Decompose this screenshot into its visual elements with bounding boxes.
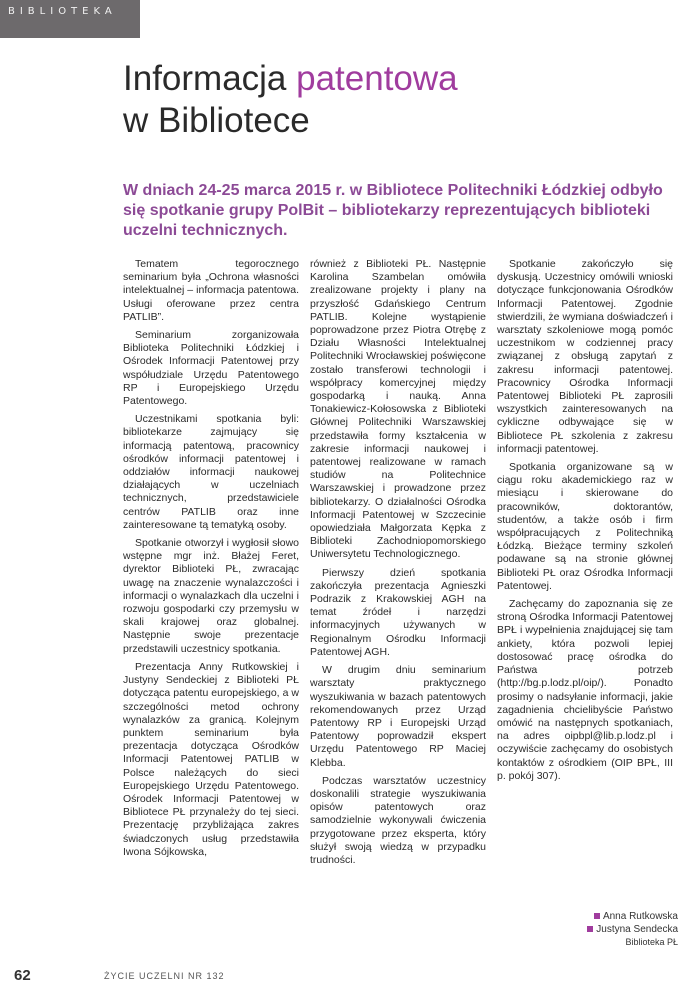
paragraph: Podczas warsztatów uczestnicy doskonalili strategie wyszukiwania opisów patentowych oraz samodzielnie wykonywali ćwiczenia przygotowane przez eksperta, który służył swoją wiedzą w przypadku trudności. xyxy=(310,774,486,866)
paragraph: Zachęcamy do zapoznania się ze stroną Ośrodka Informacji Patentowej BPŁ i wypełnienia znajdującej się tam ankiety, która pozwoli lepiej dostosować pracę ośrodka do Państwa potrzeb (http://bg.p.lodz.pl/oip/). Ponadto prosimy o nadsyłanie informacji, jakie zagadnienia chcielibyście Państwo omówić na następnych spotkaniach, na adres oipbpl@lib.p.lodz.pl i oczywiście zachęcamy do osobistych kontaktów z ośrodkiem (OIP BPŁ, III p. pokój 307). xyxy=(497,598,673,782)
column-1 xyxy=(123,258,299,864)
paragraph: W drugim dniu seminarium warsztaty praktycznego wyszukiwania w bazach patentowych rekomendowanych przez Urząd Patentowy RP i Europejski Urząd Patentowy poprowadził ekspert Urzędu Patentowego RP Maciej Klebba. xyxy=(310,664,486,769)
column-3 xyxy=(497,258,673,788)
paragraph: Seminarium zorganizowała Biblioteka Politechniki Łódzkiej i Ośrodek Informacji Patentowej przy współudziale Urzędu Patentowego RP i Europejskiego Urzędu Patentowego. xyxy=(123,329,299,408)
paragraph: Spotkania organizowane są w ciągu roku akademickiego raz w miesiącu i skierowane do pracowników, doktorantów, studentów, a także osób i firm współpracujących z Politechniką Łódzką. Bieżące terminy szkoleń podawane są na stronie głównej Biblioteki PŁ oraz Ośrodka Informacji Patentowej. xyxy=(497,461,673,592)
title-accent: patentowa xyxy=(296,59,458,98)
paragraph: Spotkanie otworzył i wygłosił słowo wstępne mgr inż. Błażej Feret, dyrektor Biblioteki PŁ, zwracając uwagę na znaczenie wynalazczości i informacji o wynalazkach dla uczelni i rozwoju gospodarki czy przemysłu w skali krajowej oraz globalnej. Następnie swoje prezentacje przedstawili uczestnicy spotkania. xyxy=(123,537,299,655)
author-name: Anna Rutkowska xyxy=(602,911,678,922)
section-label: BIBLIOTEKA xyxy=(8,6,117,17)
author-line xyxy=(560,923,678,936)
author-line xyxy=(560,910,678,923)
paragraph: również z Biblioteki PŁ. Następnie Karolina Szambelan omówiła zrealizowane projekty i plany na przyszłość Gdańskiego Centrum PATLIB. Kolejne wystąpienie poprowadzone przez Piotra Otrębę z Działu Własności Intelektualnej Politechniki Wrocławskiej poświęcone zostało transferowi technologii i współpracy komercyjnej między gospodarką i nauką. Anna Tonakiewicz-Kołosowska z Biblioteki Głównej Politechniki Warszawskiej przedstawiła formy kształcenia w zakresie informacji naukowej i patentowej realizowane w ramach studiów na Politechnice Warszawskiej i prowadzone przez bibliotekarzy. O działalności Ośrodka Informacji Patentowej w Szczecinie opowiedziała Małgorzata Kępka z Biblioteki Zachodniopomorskiego Uniwersytetu Technologicznego. xyxy=(310,258,486,561)
article-lead: W dniach 24-25 marca 2015 r. w Bibliotece Politechniki Łódzkiej odbyło się spotkanie grupy PolBit – bibliotekarzy reprezentujących biblioteki uczelni technicznych. xyxy=(123,182,663,239)
authors xyxy=(560,910,678,949)
paragraph: Tematem tegorocznego seminarium była „Ochrona własności intelektualnej – informacja patentowa. Usługi oferowane przez centra PATLIB”. xyxy=(123,258,299,323)
paragraph: Pierwszy dzień spotkania zakończyła prezentacja Agnieszki Podrazik z Krakowskiej AGH na temat źródeł i narzędzi informacyjnych używanych w Regionalnym Ośrodku Informacji Patentowej AGH. xyxy=(310,566,486,658)
square-bullet-icon xyxy=(587,926,593,932)
paragraph: Spotkanie zakończyło się dyskusją. Uczestnicy omówili wnioski dotyczące funkcjonowania Ośrodków Informacji Patentowej. Zgodnie stwierdzili, że wymiana doświadczeń i warsztaty szkoleniowe mogą pomóc uczestnikom w codziennej pracy związanej z obsługą zapytań z zakresu informacji patentowej. Pracownicy Ośrodka Informacji Patentowej Biblioteki PŁ zaprosili wszystkich zainteresowanych na cykliczne odbywające się w Bibliotece PŁ szkolenia z zakresu informacji patentowej. xyxy=(497,258,673,455)
paragraph: Prezentacja Anny Rutkowskiej i Justyny Sendeckiej z Biblioteki PŁ dotycząca patentu europejskiego, a w szczególności metod ochrony wynalazków za granicą. Kolejnym punktem seminarium była prezentacja dotycząca Ośrodków Informacji Patentowej PATLIB w Polsce należących do sieci Europejskiego Urzędu Patentowego. Ośrodek Informacji Patentowej w Bibliotece PŁ przynależy do tej sieci. Prezentację przybliżająca zakres świadczonych usług przedstawiła Iwona Sójkowska, xyxy=(123,660,299,858)
section-bar xyxy=(0,0,140,38)
author-affiliation: Biblioteka PŁ xyxy=(625,937,678,947)
paragraph: Uczestnikami spotkania byli: bibliotekarze zajmujący się informacją patentową, pracownicy ośrodków informacji patentowej i oddziałów informacji naukowej działających w uczelniach technicznych, przedstawiciele centrów PATLIB oraz inne zainteresowane tą tematyką osoby. xyxy=(123,413,299,531)
column-2 xyxy=(310,258,486,872)
journal-name: ŻYCIE UCZELNI NR 132 xyxy=(104,971,225,981)
title-part2: w Bibliotece xyxy=(123,101,310,140)
title-part1: Informacja xyxy=(123,59,297,98)
author-name: Justyna Sendecka xyxy=(596,924,678,935)
square-bullet-icon xyxy=(594,913,600,919)
article-title xyxy=(123,58,458,142)
page-number: 62 xyxy=(14,967,31,984)
